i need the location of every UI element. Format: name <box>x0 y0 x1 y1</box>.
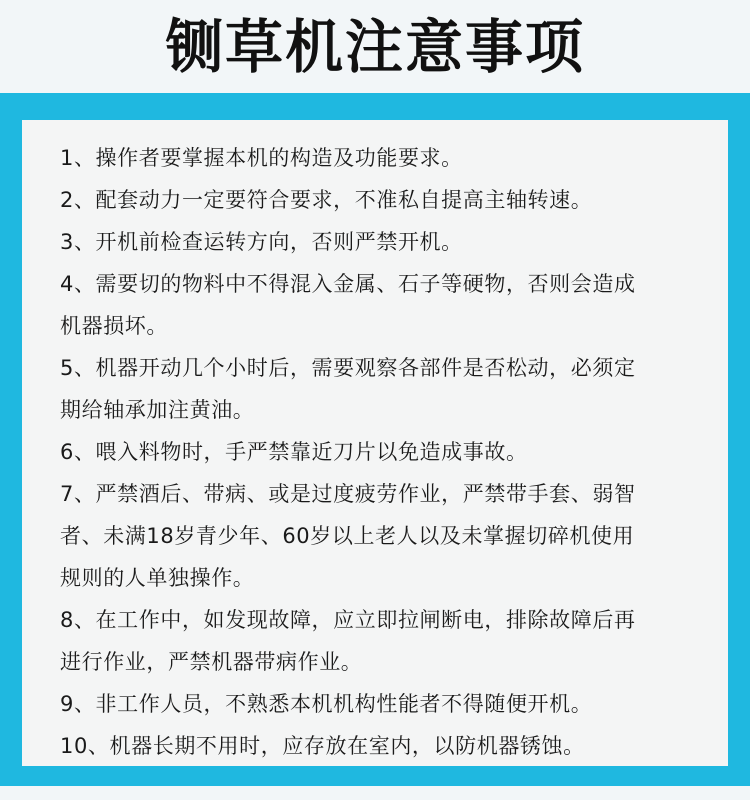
note-item-4: 4、需要切的物料中不得混入金属、石子等硬物，否则会造成 机器损坏。 <box>60 272 636 338</box>
note-item-2: 2、配套动力一定要符合要求，不准私自提高主轴转速。 <box>60 188 593 212</box>
header <box>0 0 750 93</box>
note-item-5: 5、机器开动几个小时后，需要观察各部件是否松动，必须定 期给轴承加注黄油。 <box>60 356 636 422</box>
page-title: 铡草机注意事项 <box>164 12 585 81</box>
note-item-6: 6、喂入料物时，手严禁靠近刀片以免造成事故。 <box>60 440 528 464</box>
note-item-8: 8、在工作中，如发现故障，应立即拉闸断电，排除故障后再 进行作业，严禁机器带病作业。 <box>60 608 636 674</box>
footer-band <box>0 786 750 800</box>
note-item-7: 7、严禁酒后、带病、或是过度疲劳作业，严禁带手套、弱智 者、未满18岁青少年、60岁以上老人以及未掌握切碎机使用 规则的人单独操作。 <box>60 482 636 590</box>
note-item-10: 10、机器长期不用时，应存放在室内，以防机器锈蚀。 <box>60 734 585 758</box>
note-item-3: 3、开机前检查运转方向，否则严禁开机。 <box>60 230 463 254</box>
note-item-9: 9、非工作人员，不熟悉本机机构性能者不得随便开机。 <box>60 692 593 716</box>
notes-list <box>60 137 710 767</box>
note-item-1: 1、操作者要掌握本机的构造及功能要求。 <box>60 146 463 170</box>
